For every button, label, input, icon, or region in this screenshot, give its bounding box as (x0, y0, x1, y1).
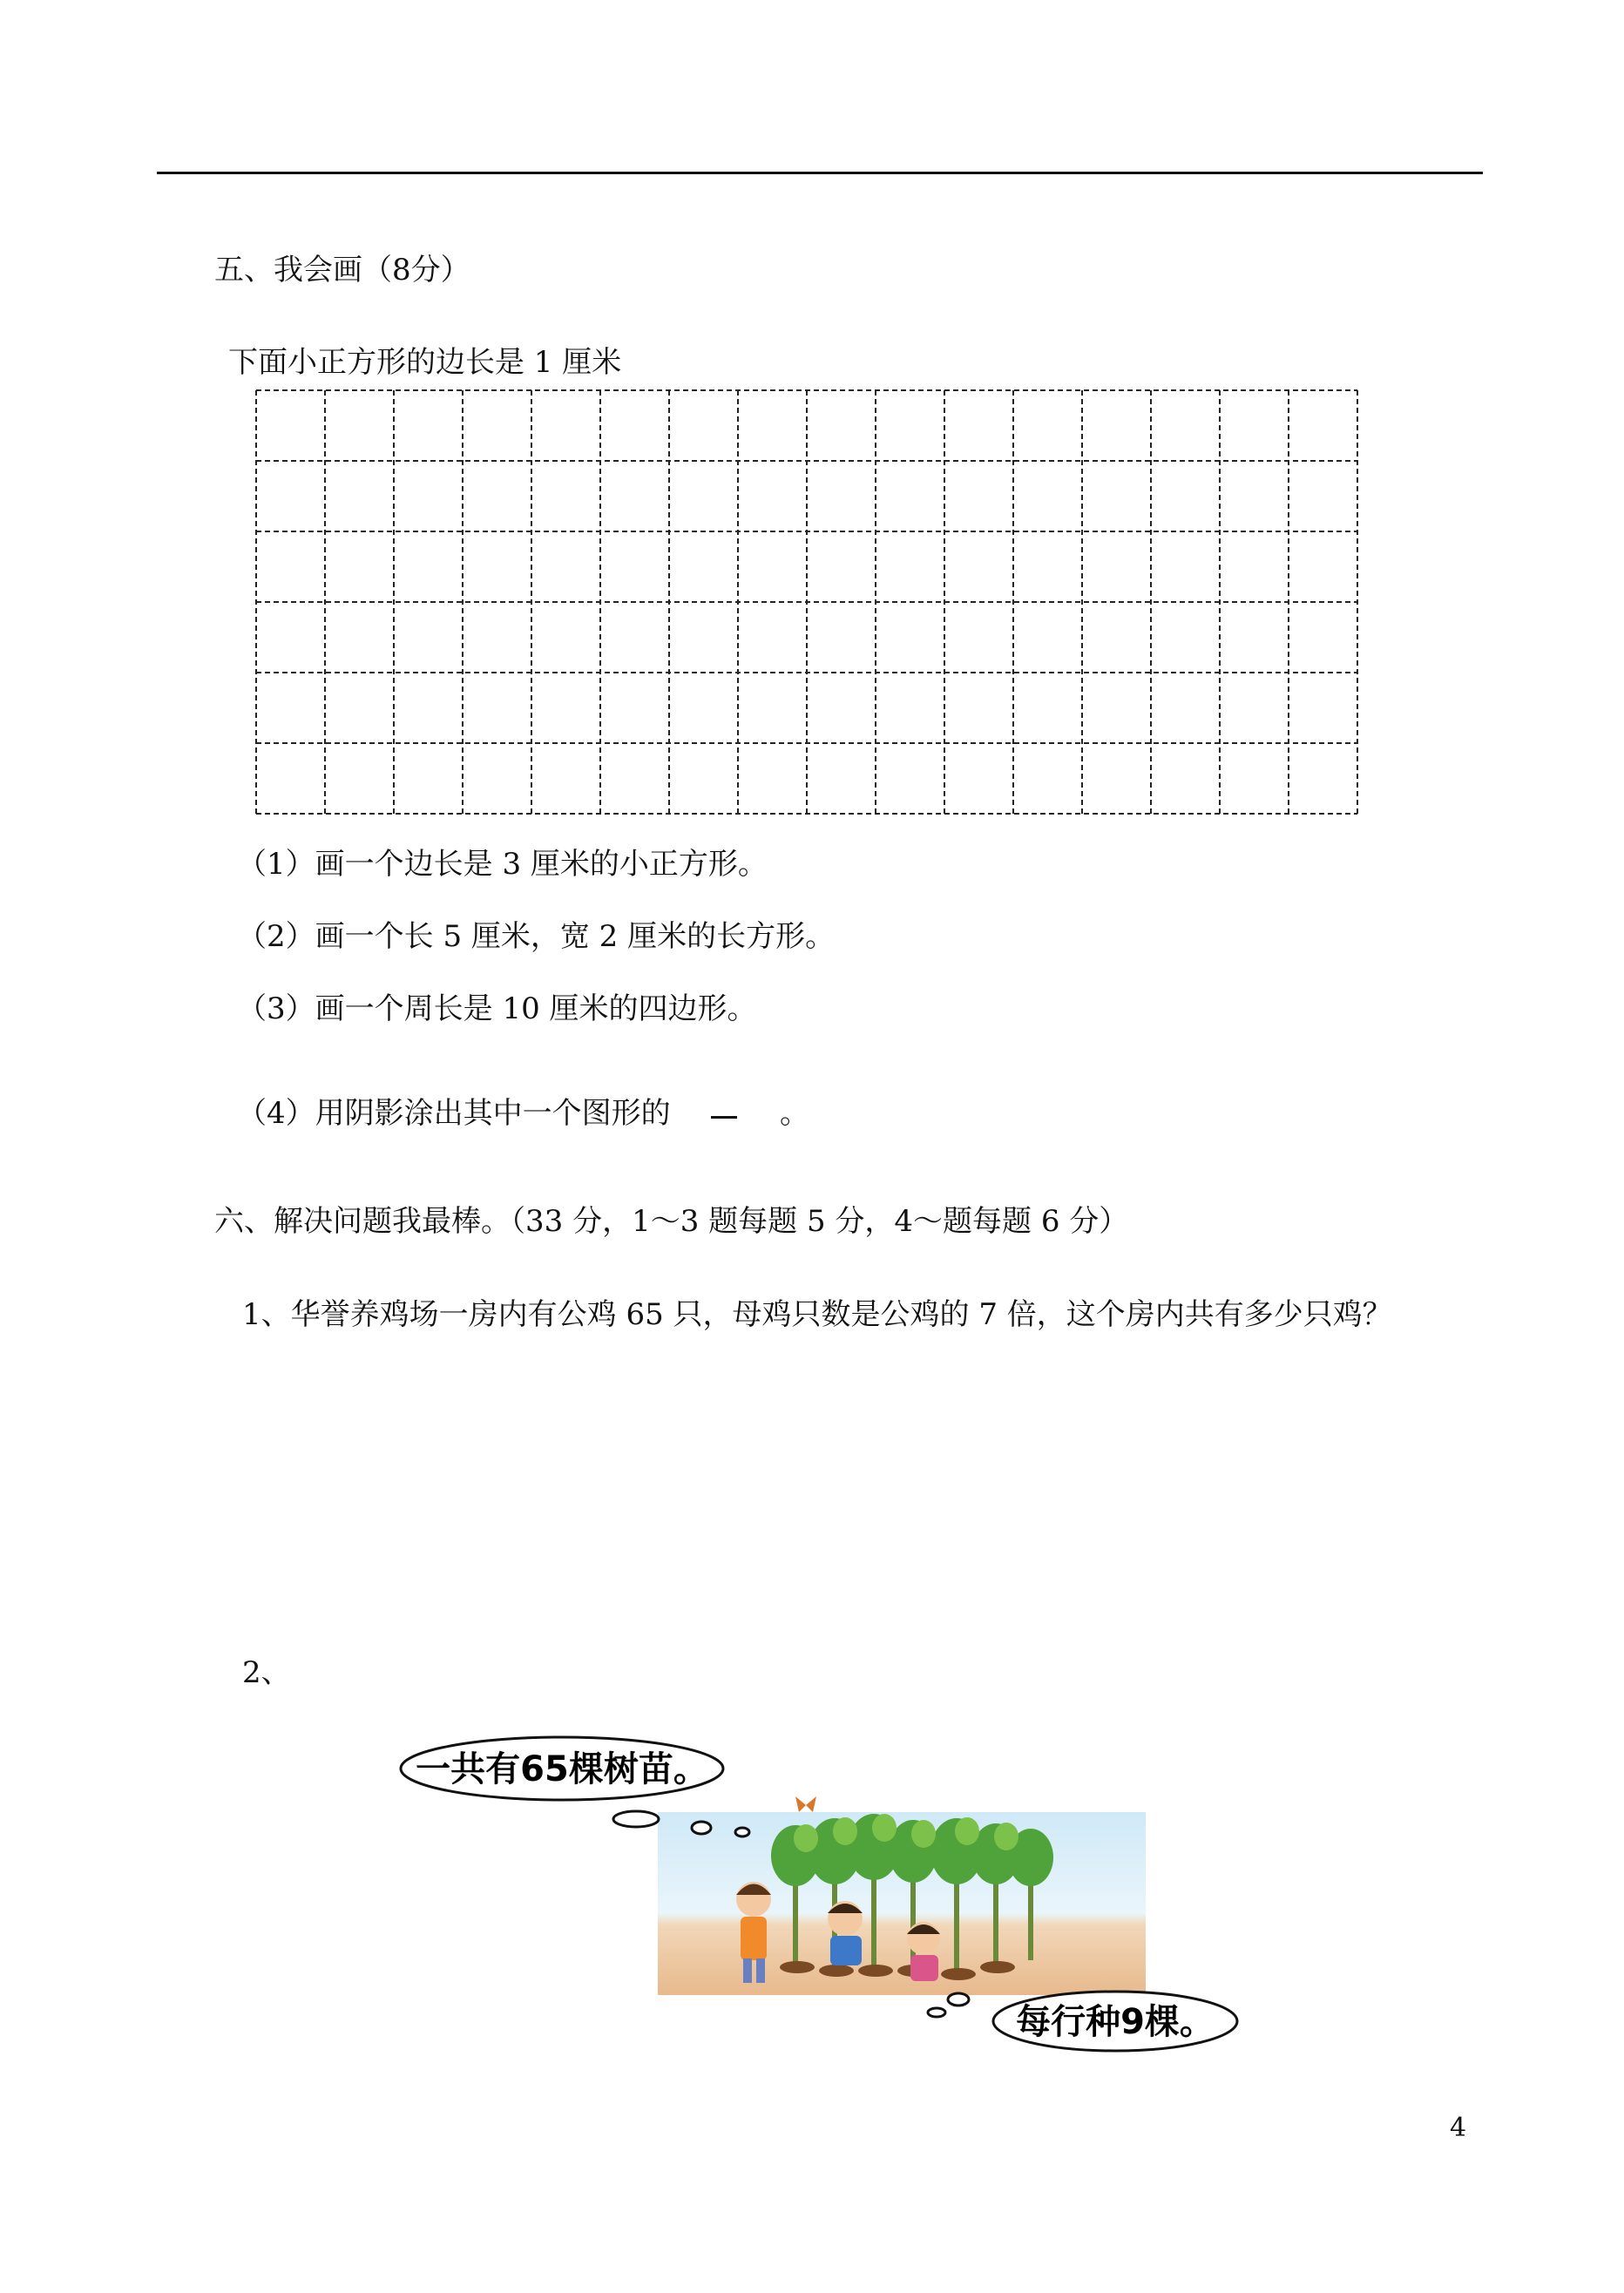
dashed-grid (253, 388, 1361, 816)
question-1: 1、华誉养鸡场一房内有公鸡 65 只，母鸡只数是公鸡的 7 倍，这个房内共有多少只鸡？ (242, 1297, 1392, 1332)
section-5-title: 五、我会画（8分） (214, 253, 470, 287)
bubble-text-top: 一共有65棵树苗。 (416, 1749, 708, 1789)
butterfly-icon (795, 1796, 816, 1812)
grid-intro: 下面小正方形的边长是 1 厘米 (228, 345, 622, 380)
draw-item-4: （4）用阴影涂出其中一个图形的 (237, 1096, 671, 1131)
draw-item-4-end: 。 (780, 1096, 809, 1131)
question-2-label: 2、 (242, 1655, 291, 1690)
section-6-title: 六、解决问题我最棒。（33 分，1～3 题每题 5 分，4～题每题 6 分） (214, 1204, 1129, 1239)
speech-bubble-top (401, 1737, 749, 1836)
draw-item-2: （2）画一个长 5 厘米，宽 2 厘米的长方形。 (237, 919, 836, 954)
draw-item-3: （3）画一个周长是 10 厘米的四边形。 (237, 991, 757, 1026)
draw-item-1: （1）画一个边长是 3 厘米的小正方形。 (237, 847, 768, 882)
speech-bubble-bottom (928, 1992, 1237, 2051)
page-number: 4 (1450, 2113, 1467, 2143)
fraction-blank-line (711, 1116, 737, 1119)
bubble-text-bottom: 每行种9棵。 (1016, 2002, 1215, 2042)
header-rule (157, 172, 1483, 174)
tree-planting-illustration (396, 1734, 1250, 2056)
